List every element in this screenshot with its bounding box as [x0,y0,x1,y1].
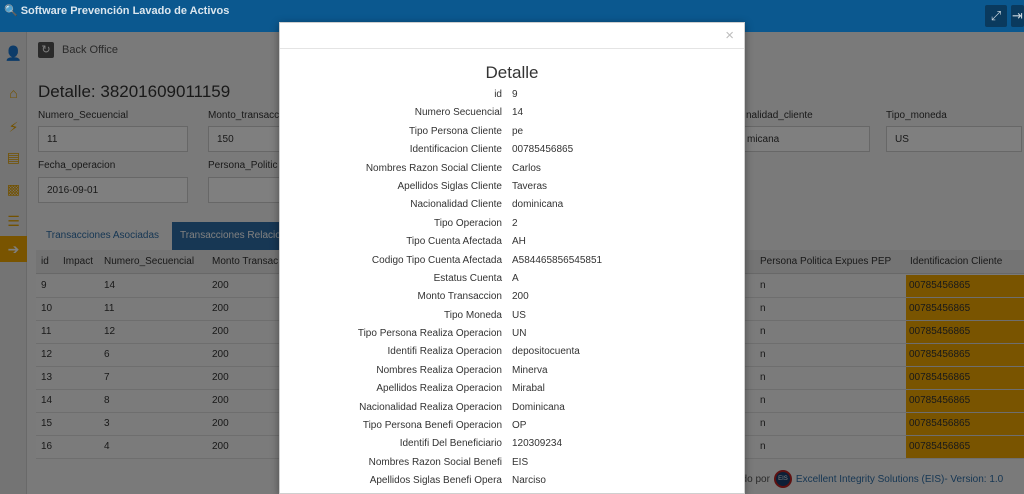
detail-row [280,400,744,418]
detail-row [280,253,744,271]
detail-row [280,124,744,142]
detail-label: Nacionalidad Cliente [410,199,502,211]
fullscreen-icon[interactable]: ⤢ [985,5,1007,27]
detail-row [280,197,744,215]
detail-row [280,473,744,491]
detail-value: 120309234 [512,438,563,450]
detail-row [280,308,744,326]
detail-value: AH [512,236,526,248]
detail-value: dominicana [512,199,564,211]
detail-label: Nacionalidad Realiza Operacion [359,401,502,413]
detail-row [280,455,744,473]
detail-value: Dominicana [512,401,565,413]
detail-label: Nombres Razon Social Benefi [368,456,502,468]
detail-value: pe [512,125,524,137]
detail-label: Tipo Cuenta Afectada [406,236,502,248]
app-title: 🔍 Software Prevención Lavado de Activos [4,4,230,17]
detail-row [280,216,744,234]
detail-row [280,436,744,454]
detail-row [280,142,744,160]
logout-icon[interactable]: ⇥ [1011,5,1024,27]
search-icon: 🔍 [4,5,18,17]
detail-row [280,179,744,197]
detail-label: Nombres Realiza Operacion [376,364,502,376]
detail-label: Tipo Operacion [434,217,502,229]
detail-value: 200 [512,291,529,303]
detail-value: depositocuenta [512,346,580,358]
detail-label: Apellidos Realiza Operacion [376,383,502,395]
detail-value: Taveras [512,180,548,192]
detail-label: Identifi Realiza Operacion [387,346,502,358]
detail-row [280,289,744,307]
detail-value: A [512,272,519,284]
detail-label: Identificacion Cliente [409,144,502,156]
detail-value: A584465856545851 [512,254,603,266]
close-icon[interactable]: × [725,27,734,44]
detail-modal [279,22,745,494]
detail-label: Apellidos Siglas Cliente [397,180,502,192]
detail-label: Identifi Del Beneficiario [399,438,502,450]
detail-value: OP [512,420,527,432]
modal-title: Detalle [485,63,539,82]
detail-label: Tipo Moneda [444,309,502,321]
detail-value: 00785456865 [512,144,574,156]
detail-value: Narciso [512,475,546,487]
detail-value: EIS [512,456,529,468]
detail-row [280,234,744,252]
detail-row [280,418,744,436]
detail-label: Estatus Cuenta [433,272,502,284]
detail-value: Minerva [512,364,548,376]
detail-value: 9 [512,89,518,100]
detail-value: UN [512,328,527,340]
detail-value: US [512,309,526,321]
detail-row [280,381,744,399]
detail-label: Nombres Razon Social Cliente [365,162,502,174]
modal-header [280,23,744,49]
detail-label: Tipo Persona Cliente [408,125,502,137]
detail-row [280,161,744,179]
detail-label: Tipo Persona Realiza Operacion [357,328,502,340]
detail-label: Codigo Tipo Cuenta Afectada [371,254,502,266]
detail-row [280,344,744,362]
detail-row [280,363,744,381]
detail-value: 14 [512,107,524,119]
detail-value: Mirabal [512,383,545,395]
detail-label: Numero Secuencial [414,107,502,119]
detail-row [280,105,744,123]
detail-row [280,271,744,289]
detail-row [280,326,744,344]
detail-value: 2 [512,217,518,229]
detail-value: Carlos [512,162,541,174]
detail-label: Apellidos Siglas Benefi Opera [369,475,502,487]
detail-list [280,87,744,492]
detail-label: Tipo Persona Benefi Operacion [362,420,502,432]
detail-row [280,87,744,105]
detail-label: id [494,89,502,100]
detail-label: Monto Transaccion [417,291,502,303]
